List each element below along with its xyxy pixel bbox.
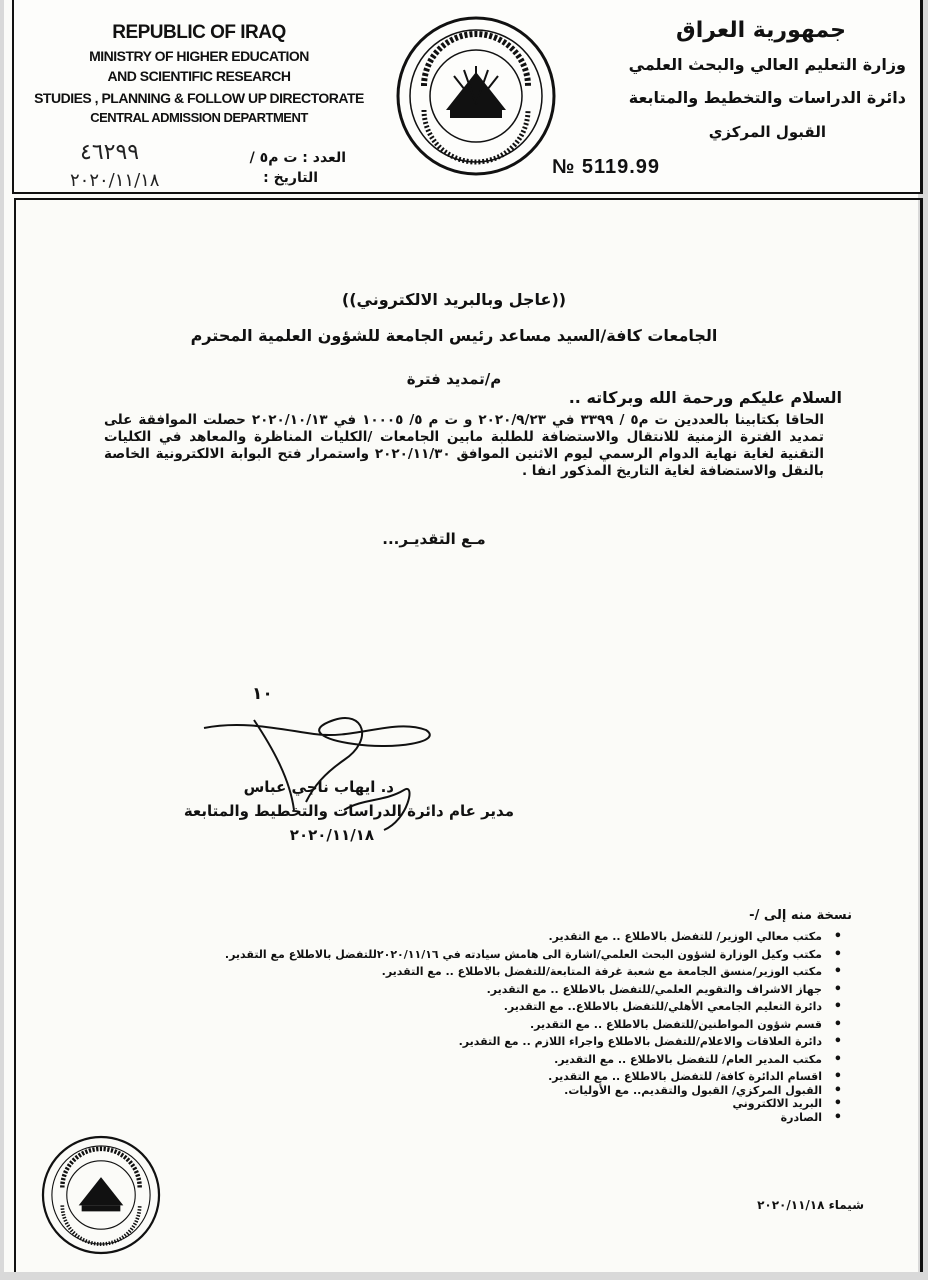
list-item: • دائرة العلاقات والاعلام/للتفضل بالاطلاع واجراء اللازم .. مع التقدير. bbox=[142, 1035, 842, 1049]
list-item: • مكتب معالي الوزير/ للتفضل بالاطلاع .. مع التقدير. bbox=[142, 930, 842, 944]
serial-number: № 5119.99 bbox=[552, 156, 661, 178]
ministry-en-line1: MINISTRY OF HIGHER EDUCATION bbox=[89, 48, 309, 64]
date-label: التاريخ : bbox=[263, 170, 318, 186]
department-en: CENTRAL ADMISSION DEPARTMENT bbox=[90, 110, 308, 125]
list-item: • مكتب الوزير/منسق الجامعة مع شعبة غرفة المتابعة/للتفضل بالاطلاع .. مع التقدير. bbox=[142, 965, 842, 979]
typist-footer: شيماء ٢٠٢٠/١١/١٨ bbox=[757, 1198, 864, 1212]
closing: مـع التقديـر... bbox=[382, 530, 486, 548]
ref-label: العدد : ت م٥ / bbox=[249, 150, 346, 166]
ref-value: ٤٦٢٩٩ bbox=[80, 140, 140, 165]
list-item: • مكتب وكيل الوزارة لشؤون البحث العلمي/اشارة الى هامش سيادته في ٢٠٢٠/١١/١٦للتفضل بالاطلاع مع التقدير. bbox=[142, 948, 842, 962]
list-item: • البريد الالكتروني bbox=[142, 1097, 842, 1111]
list-item: • مكتب المدير العام/ للتفضل بالاطلاع .. مع التقدير. bbox=[142, 1053, 842, 1067]
list-item: • القبول المركزي/ القبول والتقديم.. مع الأوليات. bbox=[142, 1084, 842, 1098]
letterhead-english bbox=[34, 22, 364, 125]
ministry-en-line2: AND SCIENTIFIC RESEARCH bbox=[107, 68, 291, 84]
greeting: السلام عليكم ورحمة الله وبركاته .. bbox=[568, 388, 842, 407]
country-en: REPUBLIC OF IRAQ bbox=[112, 22, 286, 43]
urgent-note: ((عاجل وبالبريد الالكتروني)) bbox=[341, 290, 567, 309]
directorate-en: STUDIES , PLANNING & FOLLOW UP DIRECTORATE bbox=[34, 90, 364, 106]
signature-mark: ١٠ bbox=[252, 684, 273, 704]
signatory-title: مدير عام دائرة الدراسات والتخطيط والمتابعة bbox=[183, 802, 514, 820]
list-item: • جهاز الاشراف والتقويم العلمي/للتفضل بالاطلاع .. مع التقدير. bbox=[142, 983, 842, 997]
ministry-seal-icon bbox=[394, 14, 558, 178]
signatory-name: د. ايهاب ناجي عباس bbox=[243, 778, 394, 796]
copies-heading: نسخة منه إلى /- bbox=[749, 908, 852, 923]
department-ar: القبول المركزي bbox=[708, 123, 826, 141]
list-item: • قسم شؤون المواطنين/للتفضل بالاطلاع .. مع التقدير. bbox=[142, 1018, 842, 1032]
list-item: • دائرة التعليم الجامعي الأهلي/للتفضل بالاطلاع.. مع التقدير. bbox=[142, 1000, 842, 1014]
addressee: الجامعات كافة/السيد مساعد رئيس الجامعة للشؤون العلمية المحترم bbox=[190, 326, 718, 345]
footer-seal-icon bbox=[40, 1134, 162, 1256]
copies-list bbox=[142, 930, 842, 1124]
list-item: • اقسام الدائرة كافة/ للتفضل بالاطلاع .. مع التقدير. bbox=[142, 1070, 842, 1084]
directorate-ar: دائرة الدراسات والتخطيط والمتابعة bbox=[628, 88, 906, 107]
country-ar: جمهورية العراق bbox=[676, 18, 846, 43]
list-item: • الصادرة bbox=[142, 1111, 842, 1125]
letter-sheet bbox=[4, 0, 918, 1272]
letter-body-paragraph: الحاقا بكتابينا بالعددين ت م٥ / ٣٣٩٩ في ٢٠٢٠/٩/٢٣ و ت م ٥/ ١٠٠٠٥ في ٢٠٢٠/١٠/١٣ حصلت الموافقة على تمديد الفترة الزمنية للانتقال والاستضافة للطلبة مابين الجامعات /الكليات المناظرة والمعاهد في الكليات التقنية لغاية نهاية الدوام الرسمي ليوم الاثنين الموافق ٢٠٢٠/١١/٣٠ واستمرار فتح البوابة الالكترونية الخاصة بالنقل والاستضافة لغاية التاريخ المذكور انفا . bbox=[104, 412, 824, 479]
ministry-ar: وزارة التعليم العالي والبحث العلمي bbox=[628, 55, 906, 74]
subject: م/تمديد فترة bbox=[406, 370, 502, 388]
letterhead bbox=[12, 0, 923, 194]
date-value: ٢٠٢٠/١١/١٨ bbox=[70, 170, 160, 191]
letterhead-arabic bbox=[606, 18, 906, 141]
signature-date: ٢٠٢٠/١١/١٨ bbox=[289, 826, 374, 844]
